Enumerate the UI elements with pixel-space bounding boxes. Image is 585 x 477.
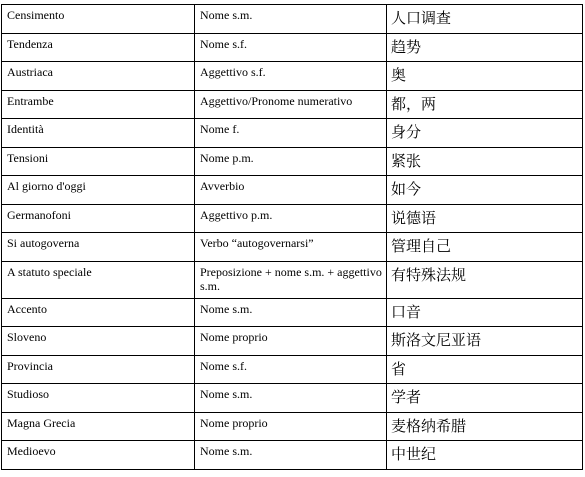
italian-term-cell: Sloveno (2, 327, 195, 356)
vocabulary-table-body (2, 5, 583, 470)
grammar-category-cell: Nome proprio (195, 412, 387, 441)
italian-term-cell: Entrambe (2, 90, 195, 119)
italian-term-cell: Magna Grecia (2, 412, 195, 441)
grammar-category-cell: Nome f. (195, 119, 387, 148)
table-row (2, 147, 583, 176)
table-row (2, 298, 583, 327)
italian-term-cell: Censimento (2, 5, 195, 34)
chinese-translation-cell: 省 (387, 355, 583, 384)
grammar-category-cell: Nome proprio (195, 327, 387, 356)
italian-term-cell: Studioso (2, 384, 195, 413)
grammar-category-cell: Nome s.m. (195, 5, 387, 34)
table-row (2, 327, 583, 356)
table-row (2, 90, 583, 119)
grammar-category-cell: Avverbio (195, 176, 387, 205)
chinese-translation-cell: 趋势 (387, 33, 583, 62)
table-row (2, 119, 583, 148)
chinese-translation-cell: 如今 (387, 176, 583, 205)
chinese-translation-cell: 说德语 (387, 204, 583, 233)
grammar-category-cell: Nome s.m. (195, 384, 387, 413)
grammar-category-cell: Verbo “autogovernarsi” (195, 233, 387, 262)
italian-term-cell: Germanofoni (2, 204, 195, 233)
table-row (2, 233, 583, 262)
italian-term-cell: A statuto speciale (2, 261, 195, 298)
italian-term-cell: Identità (2, 119, 195, 148)
chinese-translation-cell: 学者 (387, 384, 583, 413)
chinese-translation-cell: 管理自己 (387, 233, 583, 262)
grammar-category-cell: Aggettivo p.m. (195, 204, 387, 233)
grammar-category-cell: Nome s.m. (195, 441, 387, 470)
table-row (2, 5, 583, 34)
italian-term-cell: Austriaca (2, 62, 195, 91)
table-row (2, 412, 583, 441)
grammar-category-cell: Nome s.m. (195, 298, 387, 327)
table-row (2, 355, 583, 384)
chinese-translation-cell: 奥 (387, 62, 583, 91)
table-row (2, 62, 583, 91)
chinese-translation-cell: 斯洛文尼亚语 (387, 327, 583, 356)
italian-term-cell: Si autogoverna (2, 233, 195, 262)
italian-term-cell: Medioevo (2, 441, 195, 470)
grammar-category-cell: Nome s.f. (195, 33, 387, 62)
chinese-translation-cell: 人口调查 (387, 5, 583, 34)
grammar-category-cell: Preposizione + nome s.m. + aggettivo s.m. (195, 261, 387, 298)
grammar-category-cell: Aggettivo s.f. (195, 62, 387, 91)
chinese-translation-cell: 身分 (387, 119, 583, 148)
chinese-translation-cell: 都，两 (387, 90, 583, 119)
table-row (2, 176, 583, 205)
chinese-translation-cell: 紧张 (387, 147, 583, 176)
table-row (2, 441, 583, 470)
italian-term-cell: Provincia (2, 355, 195, 384)
italian-term-cell: Al giorno d'oggi (2, 176, 195, 205)
chinese-translation-cell: 口音 (387, 298, 583, 327)
table-row (2, 33, 583, 62)
chinese-translation-cell: 麦格纳希腊 (387, 412, 583, 441)
vocabulary-table (1, 4, 583, 470)
italian-term-cell: Tendenza (2, 33, 195, 62)
table-row (2, 204, 583, 233)
grammar-category-cell: Aggettivo/Pronome numerativo (195, 90, 387, 119)
table-row (2, 384, 583, 413)
italian-term-cell: Accento (2, 298, 195, 327)
table-row (2, 261, 583, 298)
italian-term-cell: Tensioni (2, 147, 195, 176)
grammar-category-cell: Nome s.f. (195, 355, 387, 384)
chinese-translation-cell: 有特殊法规 (387, 261, 583, 298)
chinese-translation-cell: 中世纪 (387, 441, 583, 470)
grammar-category-cell: Nome p.m. (195, 147, 387, 176)
